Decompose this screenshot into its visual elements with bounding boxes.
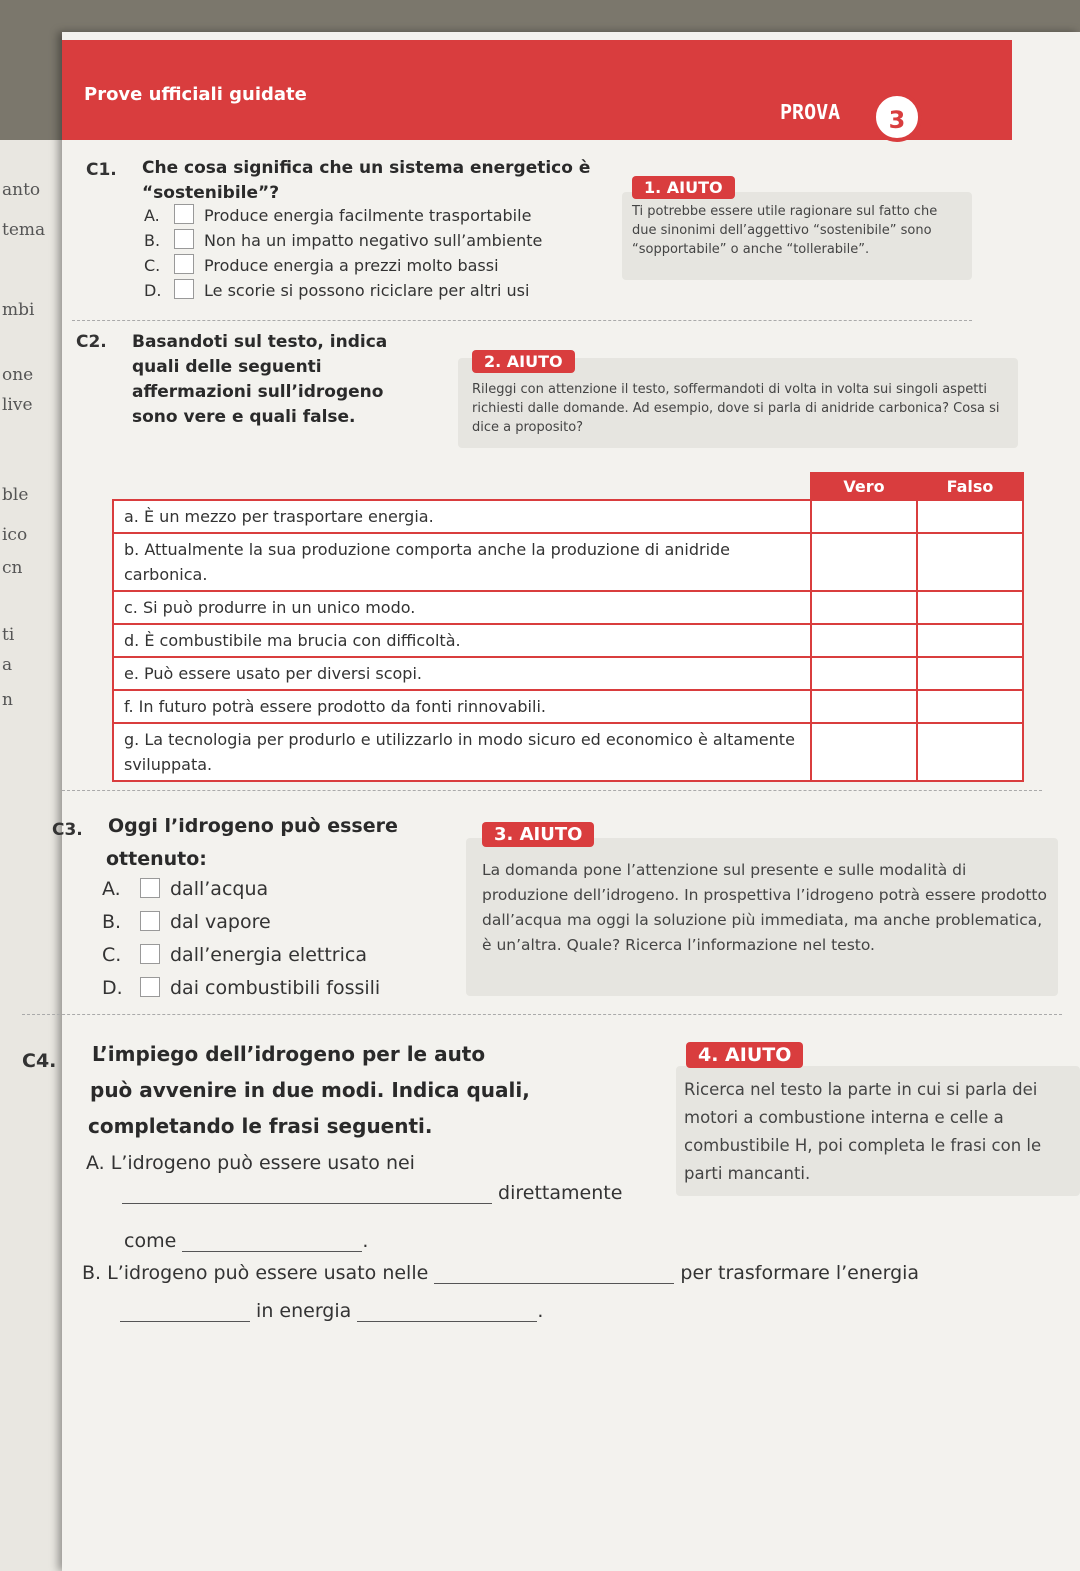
statement: g. La tecnologia per produrlo e utilizzarlo in modo sicuro ed economico è altamente sviluppata. bbox=[113, 723, 811, 781]
falso-cell[interactable] bbox=[917, 500, 1023, 533]
c2-question: Basandoti sul testo, indica quali delle seguenti affermazioni sull’idrogeno sono vere e quali false. bbox=[132, 332, 388, 427]
c3-option-b[interactable]: B. dal vapore bbox=[102, 911, 271, 933]
c2-help-text: Rileggi con attenzione il testo, soffermandoti di volta in volta sui singoli aspetti richiesti dalle domande. Ad esempio, dove si parla di anidride carbonica? Cosa si dice a proposito? bbox=[472, 382, 1000, 435]
c3-question-line2: ottenuto: bbox=[106, 848, 207, 870]
c4-question-line3: completando le frasi seguenti. bbox=[88, 1114, 433, 1138]
checkbox[interactable] bbox=[174, 254, 194, 274]
blank-input[interactable] bbox=[120, 1321, 250, 1322]
falso-cell[interactable] bbox=[917, 533, 1023, 591]
c4-number: C4. bbox=[22, 1050, 57, 1072]
margin-fragment: live bbox=[2, 395, 33, 415]
vero-cell[interactable] bbox=[811, 723, 917, 781]
checkbox[interactable] bbox=[174, 229, 194, 249]
c4-sentence-a-line2: direttamente bbox=[122, 1182, 622, 1204]
worksheet-page bbox=[22, 32, 1080, 1571]
vero-cell[interactable] bbox=[811, 657, 917, 690]
c4-sentence-a-line3: come . bbox=[124, 1230, 369, 1252]
table-row bbox=[113, 657, 1023, 690]
c1-option-b[interactable]: B. Non ha un impatto negativo sull’ambiente bbox=[144, 231, 543, 250]
c4-help-text: Ricerca nel testo la parte in cui si parla dei motori a combustione interna e celle a combustibile H, poi completa le frasi con le parti mancanti. bbox=[684, 1080, 1042, 1183]
c3-option-d[interactable]: D. dai combustibili fossili bbox=[102, 977, 381, 999]
true-false-table bbox=[112, 472, 1024, 782]
c4-sentence-b: B. L’idrogeno può essere usato nelle per trasformare l’energia bbox=[82, 1262, 920, 1284]
c4-help-tag: 4. AIUTO bbox=[686, 1042, 803, 1068]
c3-number: C3. bbox=[52, 820, 83, 840]
margin-fragment: one bbox=[2, 365, 34, 385]
margin-fragment: cn bbox=[2, 558, 23, 578]
margin-fragment: anto bbox=[2, 180, 41, 200]
falso-cell[interactable] bbox=[917, 624, 1023, 657]
c1-question: Che cosa significa che un sistema energetico è “sostenibile”? bbox=[142, 158, 591, 203]
statement: f. In futuro potrà essere prodotto da fonti rinnovabili. bbox=[113, 690, 811, 723]
table-row bbox=[113, 624, 1023, 657]
vero-cell[interactable] bbox=[811, 624, 917, 657]
c2-number: C2. bbox=[76, 332, 107, 352]
c3-help-text: La domanda pone l’attenzione sul presente e sulle modalità di produzione dell’idrogeno. In prospettiva l’idrogeno potrà essere prodotto dall’acqua ma oggi la soluzione più immediata, ma anche problematica, è un’altra. Quale? Ricerca l’informazione nel testo. bbox=[482, 861, 1047, 954]
margin-fragment: ico bbox=[2, 525, 28, 545]
c1-option-a[interactable]: A. Produce energia facilmente trasportabile bbox=[144, 206, 532, 225]
statement: a. È un mezzo per trasportare energia. bbox=[113, 500, 811, 533]
checkbox[interactable] bbox=[174, 279, 194, 299]
table-row bbox=[113, 533, 1023, 591]
statement: c. Si può produrre in un unico modo. bbox=[113, 591, 811, 624]
blank-input[interactable] bbox=[357, 1321, 537, 1322]
statement: e. Può essere usato per diversi scopi. bbox=[113, 657, 811, 690]
margin-fragment: ti bbox=[2, 625, 15, 645]
c1-option-c[interactable]: C. Produce energia a prezzi molto bassi bbox=[144, 256, 499, 275]
falso-cell[interactable] bbox=[917, 723, 1023, 781]
margin-fragment: a bbox=[2, 655, 13, 675]
table-row bbox=[113, 500, 1023, 533]
vero-cell[interactable] bbox=[811, 533, 917, 591]
blank-input[interactable] bbox=[434, 1283, 674, 1284]
divider bbox=[72, 320, 972, 321]
c1-option-d[interactable]: D. Le scorie si possono riciclare per altri usi bbox=[144, 281, 530, 300]
statement: d. È combustibile ma brucia con difficoltà. bbox=[113, 624, 811, 657]
table-row bbox=[113, 723, 1023, 781]
c4-question-line2: può avvenire in due modi. Indica quali, bbox=[90, 1078, 530, 1102]
c4-sentence-a: A. L’idrogeno può essere usato nei bbox=[86, 1152, 415, 1174]
c4-question-line1: L’impiego dell’idrogeno per le auto bbox=[92, 1042, 486, 1066]
checkbox[interactable] bbox=[140, 944, 160, 964]
statement: b. Attualmente la sua produzione comporta anche la produzione di anidride carbonica. bbox=[113, 533, 811, 591]
divider bbox=[62, 790, 1042, 791]
c1-number: C1. bbox=[86, 160, 117, 180]
falso-cell[interactable] bbox=[917, 657, 1023, 690]
c3-option-a[interactable]: A. dall’acqua bbox=[102, 878, 269, 900]
margin-fragment: n bbox=[2, 690, 13, 710]
blank-input[interactable] bbox=[182, 1251, 362, 1252]
checkbox[interactable] bbox=[140, 878, 160, 898]
c1-help-text: Ti potrebbe essere utile ragionare sul fatto che due sinonimi dell’aggettivo “sostenibile” sono “sopportabile” o anche “tollerabile”. bbox=[632, 204, 938, 257]
vero-cell[interactable] bbox=[811, 591, 917, 624]
table-header-row bbox=[113, 473, 1023, 500]
checkbox[interactable] bbox=[174, 204, 194, 224]
c2-help-tag: 2. AIUTO bbox=[472, 350, 575, 373]
table-row bbox=[113, 591, 1023, 624]
blank-input[interactable] bbox=[122, 1203, 492, 1204]
prova-label: PROVA bbox=[780, 100, 841, 124]
c4-sentence-b-line2: in energia . bbox=[120, 1300, 543, 1322]
checkbox[interactable] bbox=[140, 977, 160, 997]
margin-fragment: mbi bbox=[2, 300, 35, 320]
divider bbox=[22, 1014, 1062, 1015]
c1-help-tag: 1. AIUTO bbox=[632, 176, 735, 199]
prova-number-badge: 3 bbox=[872, 92, 922, 142]
table-row bbox=[113, 690, 1023, 723]
c3-option-c[interactable]: C. dall’energia elettrica bbox=[102, 944, 367, 966]
c3-question-line1: Oggi l’idrogeno può essere bbox=[108, 815, 398, 837]
falso-cell[interactable] bbox=[917, 690, 1023, 723]
col-vero: Vero bbox=[811, 473, 917, 500]
vero-cell[interactable] bbox=[811, 690, 917, 723]
left-page-edge bbox=[0, 140, 62, 1571]
falso-cell[interactable] bbox=[917, 591, 1023, 624]
col-falso: Falso bbox=[917, 473, 1023, 500]
margin-fragment: ble bbox=[2, 485, 29, 505]
header-title: Prove ufficiali guidate bbox=[84, 84, 307, 105]
vero-cell[interactable] bbox=[811, 500, 917, 533]
c3-help-tag: 3. AIUTO bbox=[482, 822, 594, 847]
checkbox[interactable] bbox=[140, 911, 160, 931]
margin-fragment: tema bbox=[2, 220, 46, 240]
